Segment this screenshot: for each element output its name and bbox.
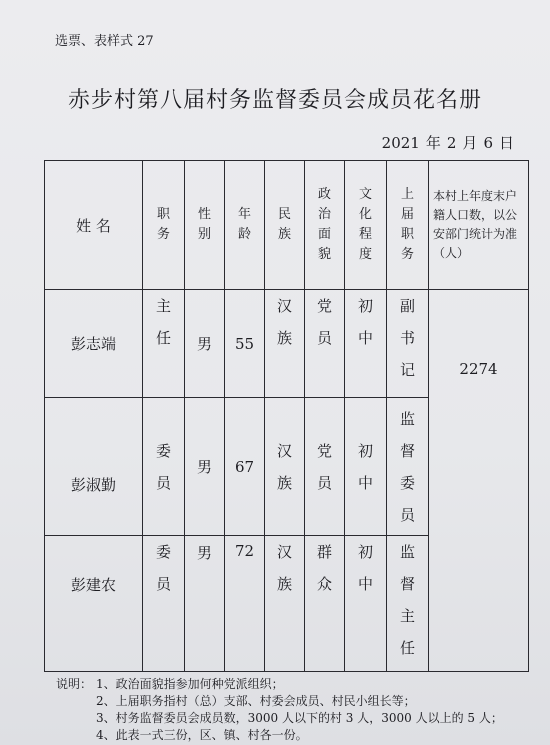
date-month: 2 <box>446 134 457 152</box>
member-prev-position: 监督主任 <box>387 536 429 672</box>
date-day: 6 <box>483 134 493 152</box>
member-education: 初中 <box>345 398 387 536</box>
table-header-row <box>45 161 529 290</box>
header-population: 本村上年度末户籍人口数，以公安部门统计为准（人） <box>429 161 529 290</box>
date-year-unit: 年 <box>425 134 441 152</box>
member-education: 初中 <box>345 290 387 398</box>
header-prev-position: 上届职务 <box>387 161 429 290</box>
form-date <box>376 132 514 153</box>
note-item: 3、村务监督委员会成员数，3000 人以下的村 3 人，3000 人以上的 5 人； <box>96 711 503 725</box>
member-position: 主任 <box>143 290 185 398</box>
member-political: 党员 <box>305 398 345 536</box>
header-ethnicity: 民族 <box>265 161 305 290</box>
member-age: 72 <box>225 536 265 672</box>
note-item: 2、上届职务指村（总）支部、村委会成员、村民小组长等； <box>96 694 416 708</box>
member-education: 初中 <box>345 536 387 672</box>
member-position: 委员 <box>143 398 185 536</box>
member-political: 群众 <box>305 536 345 672</box>
population-cell <box>429 290 529 672</box>
member-gender: 男 <box>185 536 225 672</box>
header-education: 文化程度 <box>345 161 387 290</box>
form-code: 选票、表样式 27 <box>55 34 154 49</box>
note-item: 4、此表一式三份，区、镇、村各一份。 <box>96 728 308 742</box>
header-age: 年龄 <box>225 161 265 290</box>
member-gender: 男 <box>185 290 225 398</box>
member-ethnicity: 汉族 <box>265 290 305 398</box>
member-ethnicity: 汉族 <box>265 398 305 536</box>
population-value: 2274 <box>459 360 498 378</box>
page-title: 赤步村第八届村务监督委员会成员花名册 <box>67 88 482 113</box>
member-age: 55 <box>225 290 265 398</box>
date-day-unit: 日 <box>498 134 514 152</box>
member-roster-table <box>44 160 529 672</box>
table-row <box>45 290 529 398</box>
header-name: 姓 名 <box>45 161 143 290</box>
notes-label: 说明： <box>56 677 93 691</box>
header-political: 政治面貌 <box>305 161 345 290</box>
member-political: 党员 <box>305 290 345 398</box>
member-position: 委员 <box>143 536 185 672</box>
note-item: 1、政治面貌指参加何种党派组织； <box>96 677 284 691</box>
member-age: 67 <box>225 398 265 536</box>
member-name: 彭淑勤 <box>45 398 143 536</box>
header-position: 职务 <box>143 161 185 290</box>
date-month-unit: 月 <box>462 134 478 152</box>
header-gender: 性别 <box>185 161 225 290</box>
notes-section <box>56 676 503 744</box>
member-name: 彭志端 <box>45 290 143 398</box>
member-prev-position: 监督委员 <box>387 398 429 536</box>
date-year: 2021 <box>381 134 420 152</box>
member-name: 彭建农 <box>45 536 143 672</box>
member-prev-position: 副书记 <box>387 290 429 398</box>
member-gender: 男 <box>185 398 225 536</box>
member-ethnicity: 汉族 <box>265 536 305 672</box>
